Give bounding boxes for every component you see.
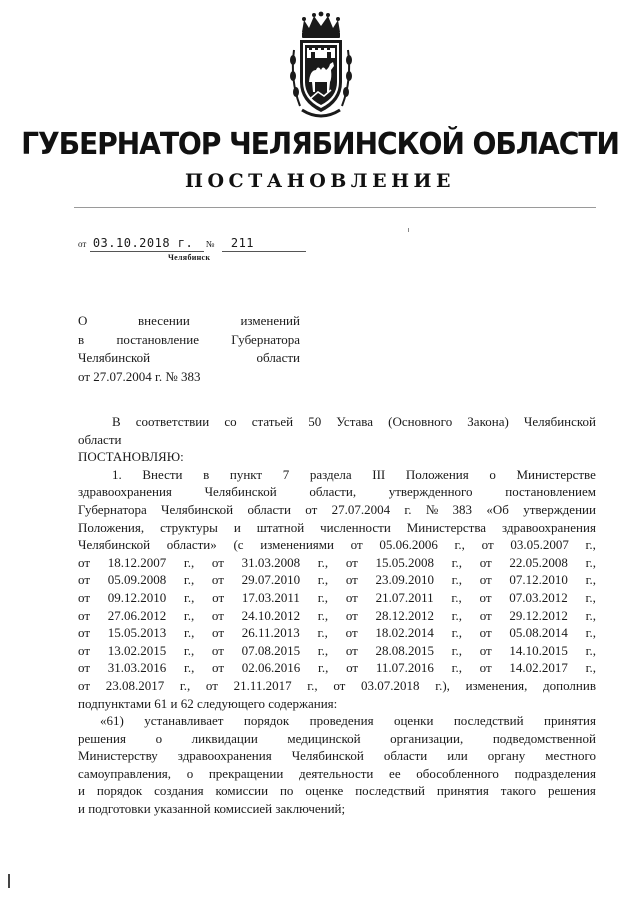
word: г.,: [317, 625, 328, 641]
word: медицинской: [287, 730, 361, 746]
word: Челябинской: [204, 484, 277, 500]
word: прекращении: [208, 765, 284, 781]
word: г.,: [318, 660, 329, 676]
word: 13.02.2015: [107, 642, 167, 658]
word: от: [78, 572, 91, 588]
word: В: [112, 414, 121, 429]
word: постановлением: [505, 484, 596, 500]
word: 14.02.2017: [509, 660, 568, 676]
word: г.,: [307, 677, 318, 693]
word: от: [479, 589, 492, 605]
word: численности: [320, 519, 391, 535]
word: г.,: [183, 625, 195, 641]
word: области: [256, 350, 300, 366]
word: последствий: [453, 713, 524, 729]
word: г.,: [585, 607, 596, 623]
word: оценке: [305, 783, 344, 799]
word: 31.03.2008: [241, 554, 301, 570]
word: создания: [154, 783, 204, 799]
word: г.,: [317, 554, 329, 570]
word: 07.03.2012: [509, 589, 568, 605]
word: органу: [487, 748, 526, 764]
document-number: 211: [230, 236, 255, 250]
word: о: [155, 730, 163, 746]
word: (с: [233, 537, 244, 553]
word: г.,: [585, 660, 596, 676]
word: от: [481, 537, 494, 553]
word: от: [78, 607, 91, 623]
word: г.,: [585, 642, 596, 658]
word: от: [345, 642, 358, 658]
body-line: [78, 501, 596, 519]
word: г.,: [451, 607, 463, 623]
word: постановление: [116, 331, 199, 347]
word: организации,: [390, 730, 464, 746]
word: решения: [547, 783, 596, 799]
word: здравоохранения: [78, 484, 172, 500]
word: Губернатора: [231, 331, 300, 347]
word: Министерства: [406, 519, 487, 535]
word: г.,: [451, 625, 462, 641]
body-line: [78, 642, 596, 660]
word: от: [211, 554, 224, 570]
word: от: [205, 677, 218, 693]
word: изменений: [240, 313, 300, 328]
word: г.,: [317, 642, 329, 658]
body-line: и подготовки указанной комиссией заключений;: [78, 801, 346, 817]
body-line: [78, 607, 596, 625]
word: г.,: [585, 589, 596, 605]
body-line: [78, 589, 596, 607]
word: ликвидации: [191, 730, 258, 746]
word: г.,: [451, 589, 462, 605]
word: г.,: [585, 554, 596, 570]
body-line: [78, 536, 596, 554]
word: комиссии: [215, 783, 269, 799]
word: последствий: [355, 783, 425, 799]
word: от: [78, 625, 91, 641]
issuer-title: ГУБЕРНАТОР ЧЕЛЯБИНСКОЙ ОБЛАСТИ: [21, 127, 619, 162]
word: 50: [308, 414, 322, 429]
subject-line: [78, 331, 300, 350]
body-line: [78, 466, 596, 484]
word: утвержденного: [388, 484, 473, 500]
word: г.,: [184, 589, 195, 605]
word: г.,: [451, 642, 463, 658]
word: порядок: [96, 783, 143, 799]
body-line: [78, 730, 596, 748]
word: 05.06.2006: [379, 537, 438, 553]
word: от: [212, 660, 225, 676]
word: подведомственной: [492, 730, 596, 746]
word: 05.08.2014: [509, 625, 568, 641]
word: г.,: [317, 589, 329, 605]
word: самоуправления,: [78, 765, 172, 781]
word: 28.12.2012: [375, 607, 434, 623]
body-line: [78, 519, 596, 537]
word: Положения,: [78, 519, 145, 535]
word: Внести: [142, 466, 183, 482]
body-line: [78, 747, 596, 765]
word: области: [383, 748, 428, 764]
word: порядок: [243, 713, 290, 729]
word: 03.07.2018: [361, 677, 420, 693]
chelyabinsk-coat-of-arms-icon: [288, 10, 354, 122]
word: 22.05.2008: [509, 554, 568, 570]
subject-line: от 27.07.2004 г. № 383: [78, 369, 201, 385]
word: от: [78, 642, 91, 658]
word: III: [372, 466, 386, 482]
document-type: ПОСТАНОВЛЕНИЕ: [185, 170, 455, 192]
body-line: [78, 554, 596, 572]
word: от: [345, 625, 358, 641]
word: принятия: [436, 783, 489, 799]
word: или: [447, 748, 468, 764]
word: оценки: [393, 713, 434, 729]
word: Челябинской: [523, 414, 596, 429]
document-body: [78, 413, 596, 818]
word: от: [305, 501, 318, 517]
word: области»: [166, 537, 217, 553]
word: пункт: [229, 466, 263, 482]
word: г.,: [183, 554, 195, 570]
word: «Об: [486, 501, 509, 517]
word: 09.12.2010: [107, 589, 167, 605]
word: от: [78, 660, 91, 676]
word: Министерстве: [516, 466, 596, 482]
body-line: подпунктами 61 и 62 следующего содержания:: [78, 695, 338, 711]
word: от: [345, 607, 358, 623]
body-line: [78, 483, 596, 501]
word: 15.05.2008: [375, 554, 434, 570]
body-line: области: [78, 431, 122, 447]
header-divider: [74, 207, 596, 208]
word: Устава: [336, 414, 374, 429]
word: от: [211, 642, 224, 658]
word: от: [211, 572, 224, 588]
word: дополнив: [543, 677, 596, 693]
word: области: [247, 501, 291, 517]
word: г.,: [451, 572, 463, 588]
word: о: [186, 765, 194, 781]
from-label: от: [78, 239, 87, 249]
word: о: [489, 466, 496, 482]
word: г.: [404, 501, 412, 517]
word: 03.05.2007: [510, 537, 569, 553]
word: г.,: [183, 642, 195, 658]
word: от: [479, 607, 492, 623]
word: Челябинской: [78, 350, 151, 366]
body-line: [78, 782, 596, 800]
word: Губернатора: [78, 501, 147, 517]
word: г.,: [179, 677, 191, 693]
word: г.),: [435, 677, 450, 693]
word: 31.03.2016: [107, 660, 167, 676]
word: от: [479, 625, 492, 641]
word: от: [479, 554, 492, 570]
word: 05.09.2008: [107, 572, 167, 588]
word: (Основного: [388, 414, 453, 429]
word: 27.06.2012: [107, 607, 167, 623]
word: 18.02.2014: [375, 625, 434, 641]
word: 29.07.2010: [241, 572, 301, 588]
word: 15.05.2013: [107, 625, 167, 641]
word: изменениями: [260, 537, 334, 553]
word: 1.: [112, 466, 122, 482]
word: соответствии: [135, 414, 210, 429]
word: в: [78, 331, 85, 347]
document-date-line: [78, 236, 254, 250]
word: 24.10.2012: [241, 607, 301, 623]
word: 26.11.2013: [241, 625, 300, 641]
word: штатной: [256, 519, 305, 535]
scan-artifact: [408, 228, 409, 232]
word: 29.12.2012: [509, 607, 568, 623]
word: О: [78, 313, 88, 328]
word: г.,: [451, 660, 462, 676]
word: 02.06.2016: [241, 660, 301, 676]
word: 07.08.2015: [241, 642, 301, 658]
word: 7: [282, 466, 290, 482]
word: решения: [78, 730, 126, 746]
word: г.,: [183, 660, 195, 676]
word: г.,: [183, 607, 195, 623]
coat-of-arms-emblem: [288, 10, 354, 122]
body-line: [78, 712, 596, 730]
word: г.,: [585, 572, 596, 588]
number-label: №: [205, 239, 215, 249]
body-line: [78, 413, 596, 431]
word: от: [345, 589, 358, 605]
word: утверждении: [523, 501, 596, 517]
word: изменения,: [465, 677, 528, 693]
body-line: [78, 571, 596, 589]
body-line: [78, 677, 596, 695]
word: г.,: [585, 537, 596, 553]
word: 383: [452, 501, 473, 517]
word: устанавливает: [144, 713, 224, 729]
word: Министерству: [78, 748, 158, 764]
number-underline: [222, 251, 306, 252]
word: такого: [500, 783, 537, 799]
word: г.,: [454, 537, 465, 553]
word: подразделения: [514, 765, 596, 781]
word: по: [279, 783, 294, 799]
word: внесении: [138, 313, 190, 328]
word: деятельности: [298, 765, 374, 781]
word: Челябинской: [161, 501, 234, 517]
word: от: [479, 572, 492, 588]
word: от: [211, 607, 224, 623]
decree-keyword: ПОСТАНОВЛЯЮ:: [78, 449, 184, 465]
date-underline: [90, 251, 204, 252]
word: здравоохранения: [177, 748, 272, 764]
word: области,: [309, 484, 357, 500]
body-line: [78, 765, 596, 783]
word: Челябинской: [78, 537, 151, 553]
word: местного: [545, 748, 596, 764]
subject-block: [78, 312, 300, 387]
word: г.,: [317, 572, 329, 588]
word: от: [346, 660, 359, 676]
word: от: [78, 589, 91, 605]
word: 27.07.2004: [331, 501, 391, 517]
binding-mark: [8, 874, 10, 888]
word: принятия: [544, 713, 596, 729]
word: 28.08.2015: [375, 642, 434, 658]
word: в: [203, 466, 210, 482]
word: от: [78, 554, 91, 570]
word: от: [479, 642, 492, 658]
word: раздела: [309, 466, 352, 482]
body-line: [78, 659, 596, 677]
word: 14.10.2015: [509, 642, 568, 658]
word: от: [345, 554, 358, 570]
word: г.,: [585, 625, 596, 641]
word: Положения: [405, 466, 469, 482]
subject-line: [78, 349, 300, 368]
word: и: [233, 519, 241, 535]
city-label: Челябинск: [168, 253, 211, 262]
word: 17.03.2011: [241, 589, 300, 605]
word: и: [78, 783, 85, 799]
word: со: [224, 414, 237, 429]
word: от: [78, 677, 91, 693]
word: от: [212, 589, 225, 605]
word: статьей: [251, 414, 294, 429]
word: от: [345, 572, 358, 588]
word: 11.07.2016: [375, 660, 434, 676]
word: г.,: [451, 554, 463, 570]
word: 23.09.2010: [375, 572, 434, 588]
word: 21.07.2011: [375, 589, 434, 605]
word: г.,: [183, 572, 195, 588]
word: 23.08.2017: [105, 677, 165, 693]
word: г.,: [317, 607, 329, 623]
body-line: [78, 624, 596, 642]
word: 21.11.2017: [233, 677, 292, 693]
document-date: 03.10.2018 г.: [92, 236, 194, 250]
word: от: [350, 537, 363, 553]
word: от: [212, 625, 225, 641]
word: здравоохранения: [502, 519, 596, 535]
word: структуры: [160, 519, 218, 535]
word: проведения: [309, 713, 374, 729]
word: ее: [389, 765, 401, 781]
word: №: [425, 501, 439, 517]
word: от: [333, 677, 346, 693]
word: «61): [100, 713, 124, 729]
word: Челябинской: [291, 748, 364, 764]
word: от: [479, 660, 492, 676]
word: обособленного: [416, 765, 499, 781]
word: 18.12.2007: [107, 554, 167, 570]
subject-line: [78, 312, 300, 331]
word: Закона): [467, 414, 509, 429]
word: 07.12.2010: [509, 572, 568, 588]
